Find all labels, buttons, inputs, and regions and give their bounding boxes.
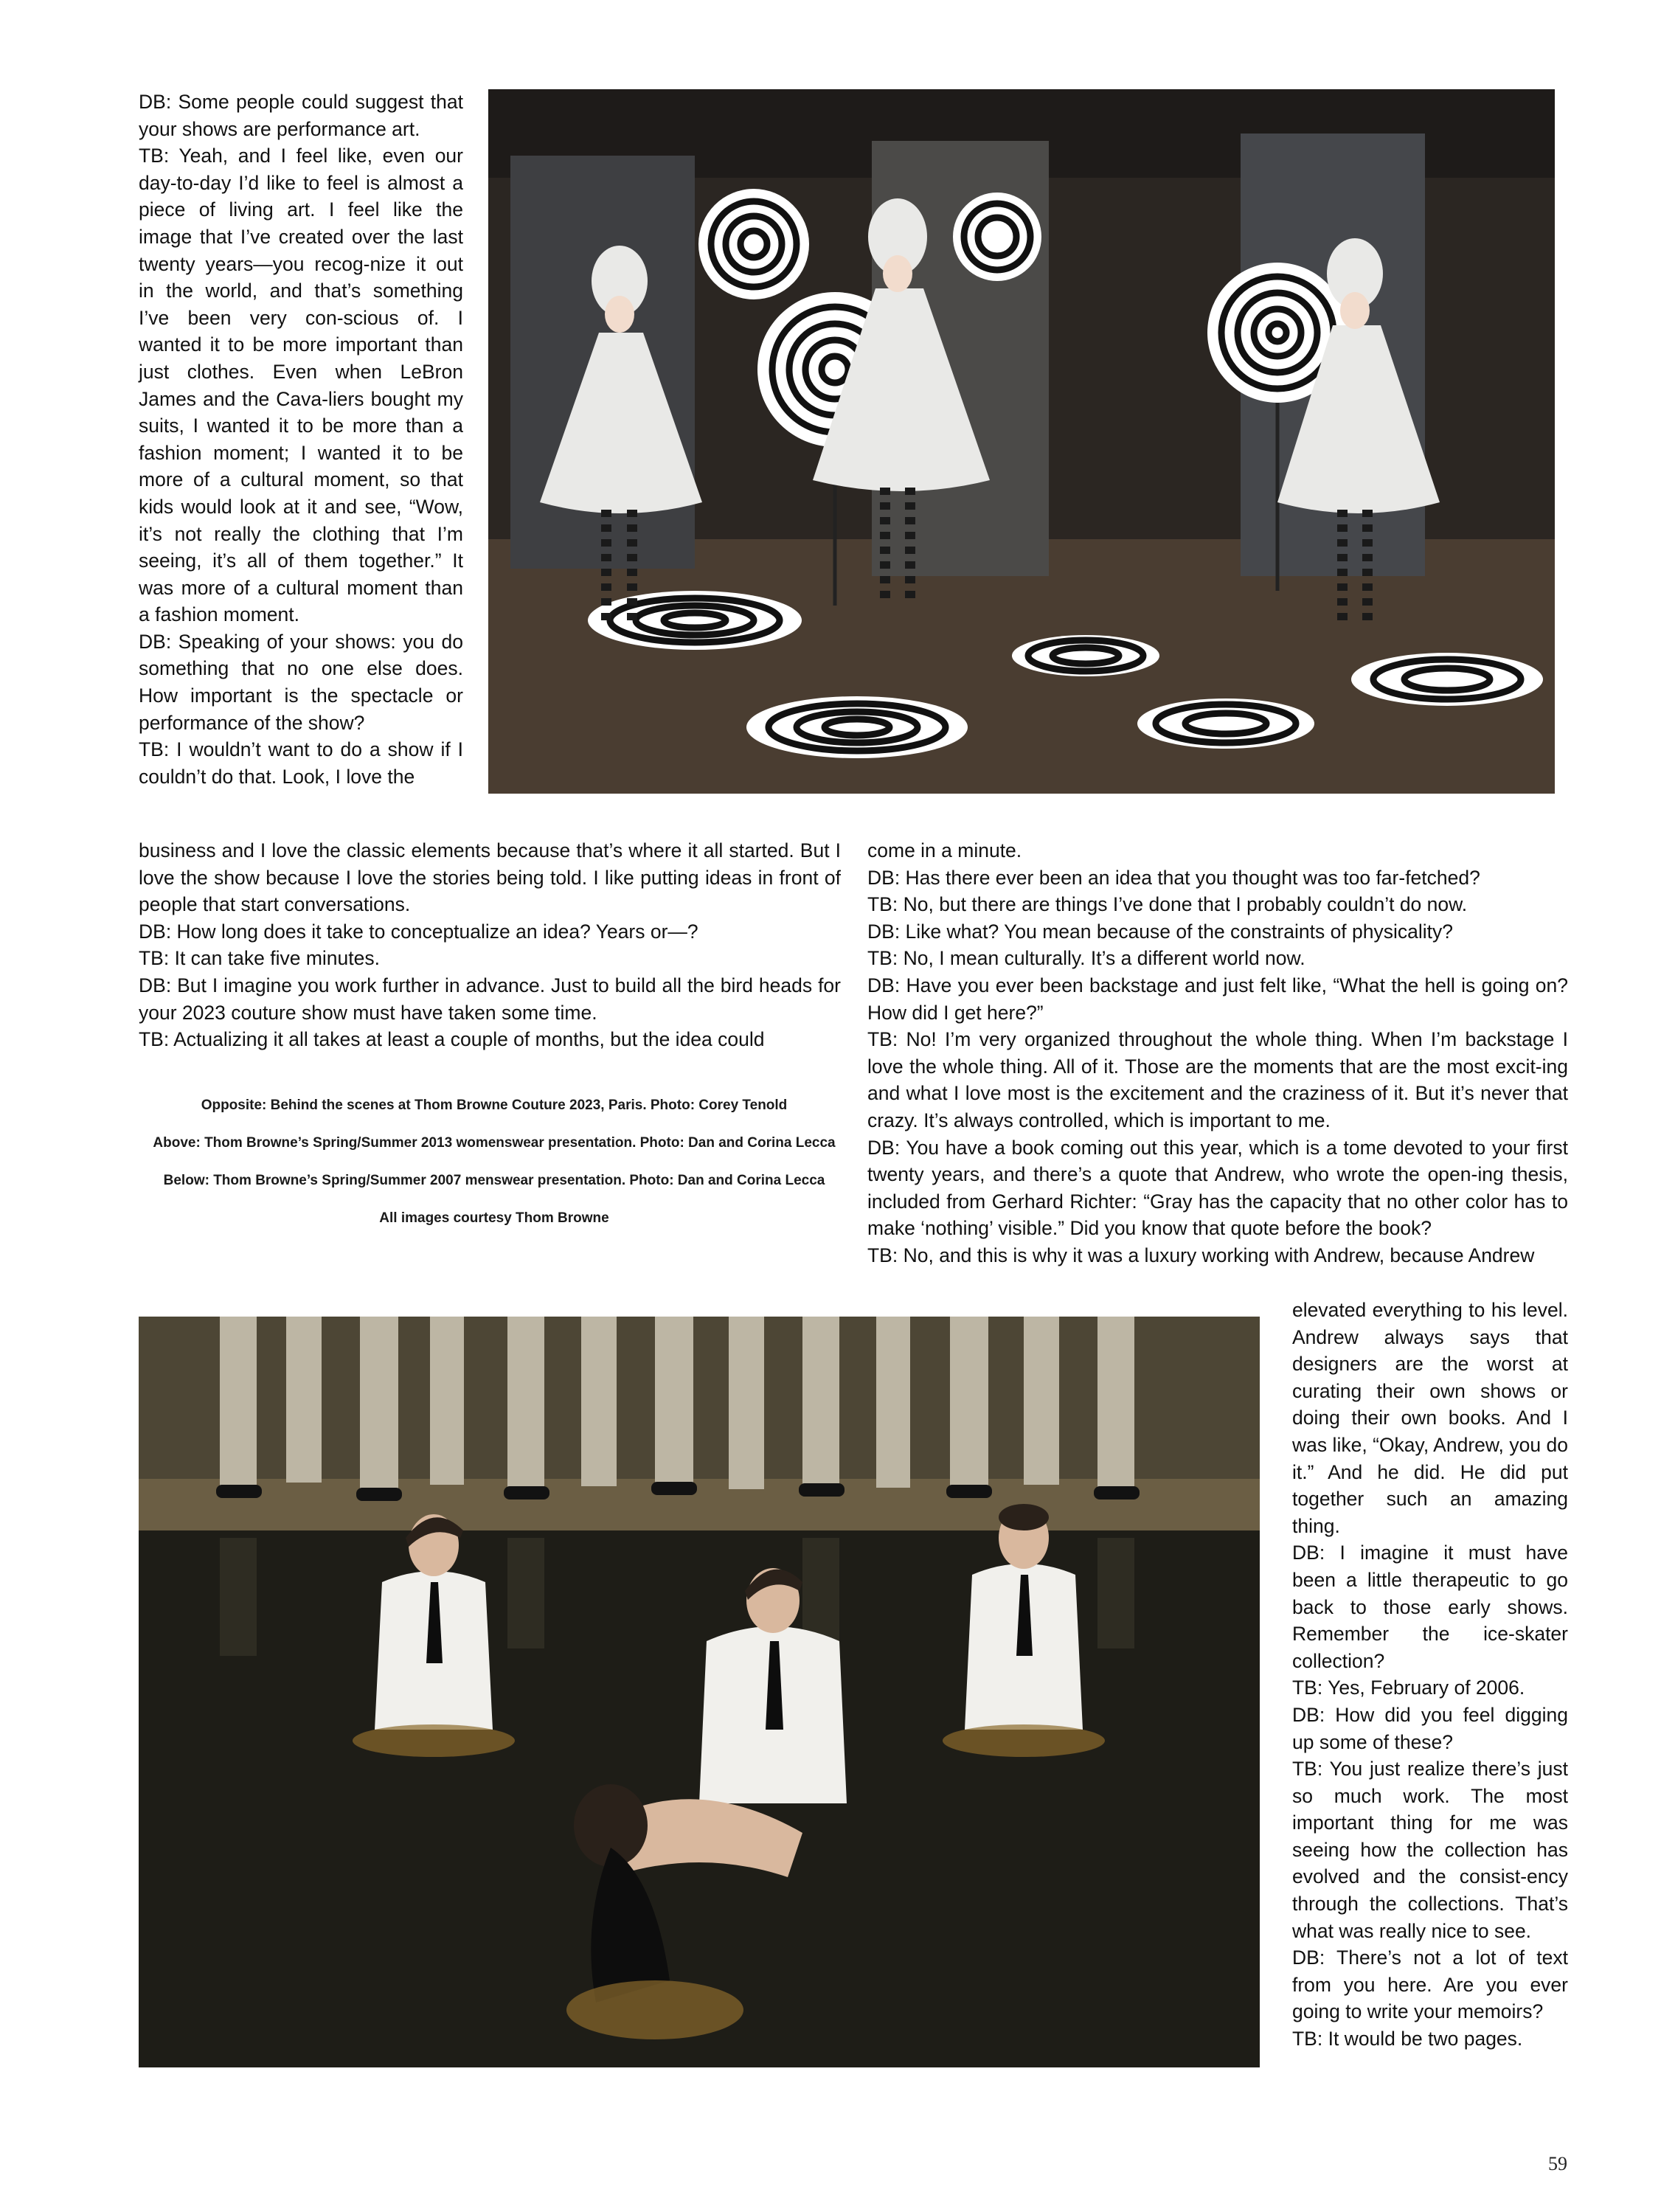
paragraph: DB: I imagine it must have been a little therapeutic to go back to those early shows. Remember the ice-skater collection? (1292, 1542, 1568, 1672)
paragraph: business and I love the classic elements because that’s where it all started. But I love the show because I love the stories being told. I like putting ideas in front of people that start conversations. (139, 839, 841, 916)
paragraph: DB: There’s not a lot of text from you here. Are you ever going to write your memoirs? (1292, 1946, 1568, 2023)
paragraph: TB: No! I’m very organized throughout the whole thing. When I’m backstage I love the whole thing. All of it. Those are the moments that are the most excit-ing and what I love most is the excitement and the craziness of it. But it’s never that crazy. It’s always controlled, which is important to me. (867, 1028, 1568, 1131)
photo-captions (140, 1096, 848, 1247)
paragraph: DB: Some people could suggest that your shows are performance art. (139, 91, 463, 140)
bottom-right-text-column (1292, 1297, 1568, 2053)
top-left-text-column (139, 89, 463, 790)
mid-left-text-column (139, 837, 841, 1053)
caption-credits: All images courtesy Thom Browne (379, 1210, 609, 1226)
page-number: 59 (1548, 2153, 1567, 2174)
photo-dancers-spirals (488, 89, 1555, 794)
paragraph: TB: No, I mean culturally. It’s a different world now. (867, 947, 1305, 970)
paragraph: TB: I wouldn’t want to do a show if I couldn’t do that. Look, I love the (139, 738, 463, 788)
paragraph: TB: No, but there are things I’ve done that I probably couldn’t do now. (867, 893, 1468, 916)
caption-above: Above: Thom Browne’s Spring/Summer 2013 womenswear presentation. Photo: Dan and Corina Lecca (153, 1135, 836, 1151)
caption-opposite: Opposite: Behind the scenes at Thom Browne Couture 2023, Paris. Photo: Corey Tenold (201, 1098, 788, 1113)
paragraph: DB: Like what? You mean because of the constraints of physicality? (867, 920, 1454, 943)
photo-men-in-water (139, 1317, 1260, 2067)
caption-below: Below: Thom Browne’s Spring/Summer 2007 menswear presentation. Photo: Dan and Corina Lecca (163, 1173, 825, 1188)
paragraph: DB: How long does it take to conceptualize an idea? Years or—? (139, 920, 698, 943)
paragraph: DB: You have a book coming out this year, which is a tome devoted to your first twenty years, and there’s a quote that Andrew, who wrote the open-ing thesis, included from Gerhard Richter: “Gray has the capacity that no other color has to make ‘nothing’ visible.” Did you know that quote before the book? (867, 1136, 1568, 1240)
paragraph: DB: Has there ever been an idea that you thought was too far-fetched? (867, 866, 1480, 889)
paragraph: TB: It can take five minutes. (139, 947, 380, 970)
paragraph: TB: Yes, February of 2006. (1292, 1677, 1525, 1699)
water-scene-illustration (139, 1317, 1260, 2067)
paragraph: DB: Speaking of your shows: you do something that no one else does. How important is the spectacle or performance of the show? (139, 630, 463, 734)
dancers-illustration (488, 89, 1555, 794)
mid-right-text-column (867, 837, 1568, 1269)
paragraph: TB: Actualizing it all takes at least a couple of months, but the idea could (139, 1028, 765, 1051)
paragraph: TB: It would be two pages. (1292, 2028, 1523, 2050)
paragraph: DB: But I imagine you work further in advance. Just to build all the bird heads for your 2023 couture show must have taken some time. (139, 974, 841, 1024)
paragraph: DB: How did you feel digging up some of these? (1292, 1703, 1568, 1753)
paragraph: come in a minute. (867, 839, 1022, 861)
paragraph: TB: No, and this is why it was a luxury working with Andrew, because Andrew (867, 1244, 1535, 1266)
paragraph: TB: Yeah, and I feel like, even our day-to-day I’d like to feel is almost a piece of living art. I feel like the image that I’ve created over the last twenty years—you recog-nize it out in the world, and that’s something I’ve been very con-scious of. I wanted it to be more important than just clothes. Even when LeBron James and the Cava-liers bought my suits, I wanted it to be more than a fashion moment; I wanted it to be more of a cultural moment, so that kids would look at it and see, “Wow, it’s not really the clothing that I’m seeing, it’s all of them together.” It was more of a cultural moment than a fashion moment. (139, 145, 463, 626)
paragraph: DB: Have you ever been backstage and just felt like, “What the hell is going on? How did I get here?” (867, 974, 1568, 1024)
paragraph: TB: You just realize there’s just so much work. The most important thing for me was seeing how the collection has evolved and the consist-ency through the collections. That’s what was really nice to see. (1292, 1758, 1568, 1942)
paragraph: elevated everything to his level. Andrew always says that designers are the worst at curating their own shows or doing their own books. And I was like, “Okay, Andrew, you do it.” And he did. He did put together such an amazing thing. (1292, 1299, 1568, 1537)
